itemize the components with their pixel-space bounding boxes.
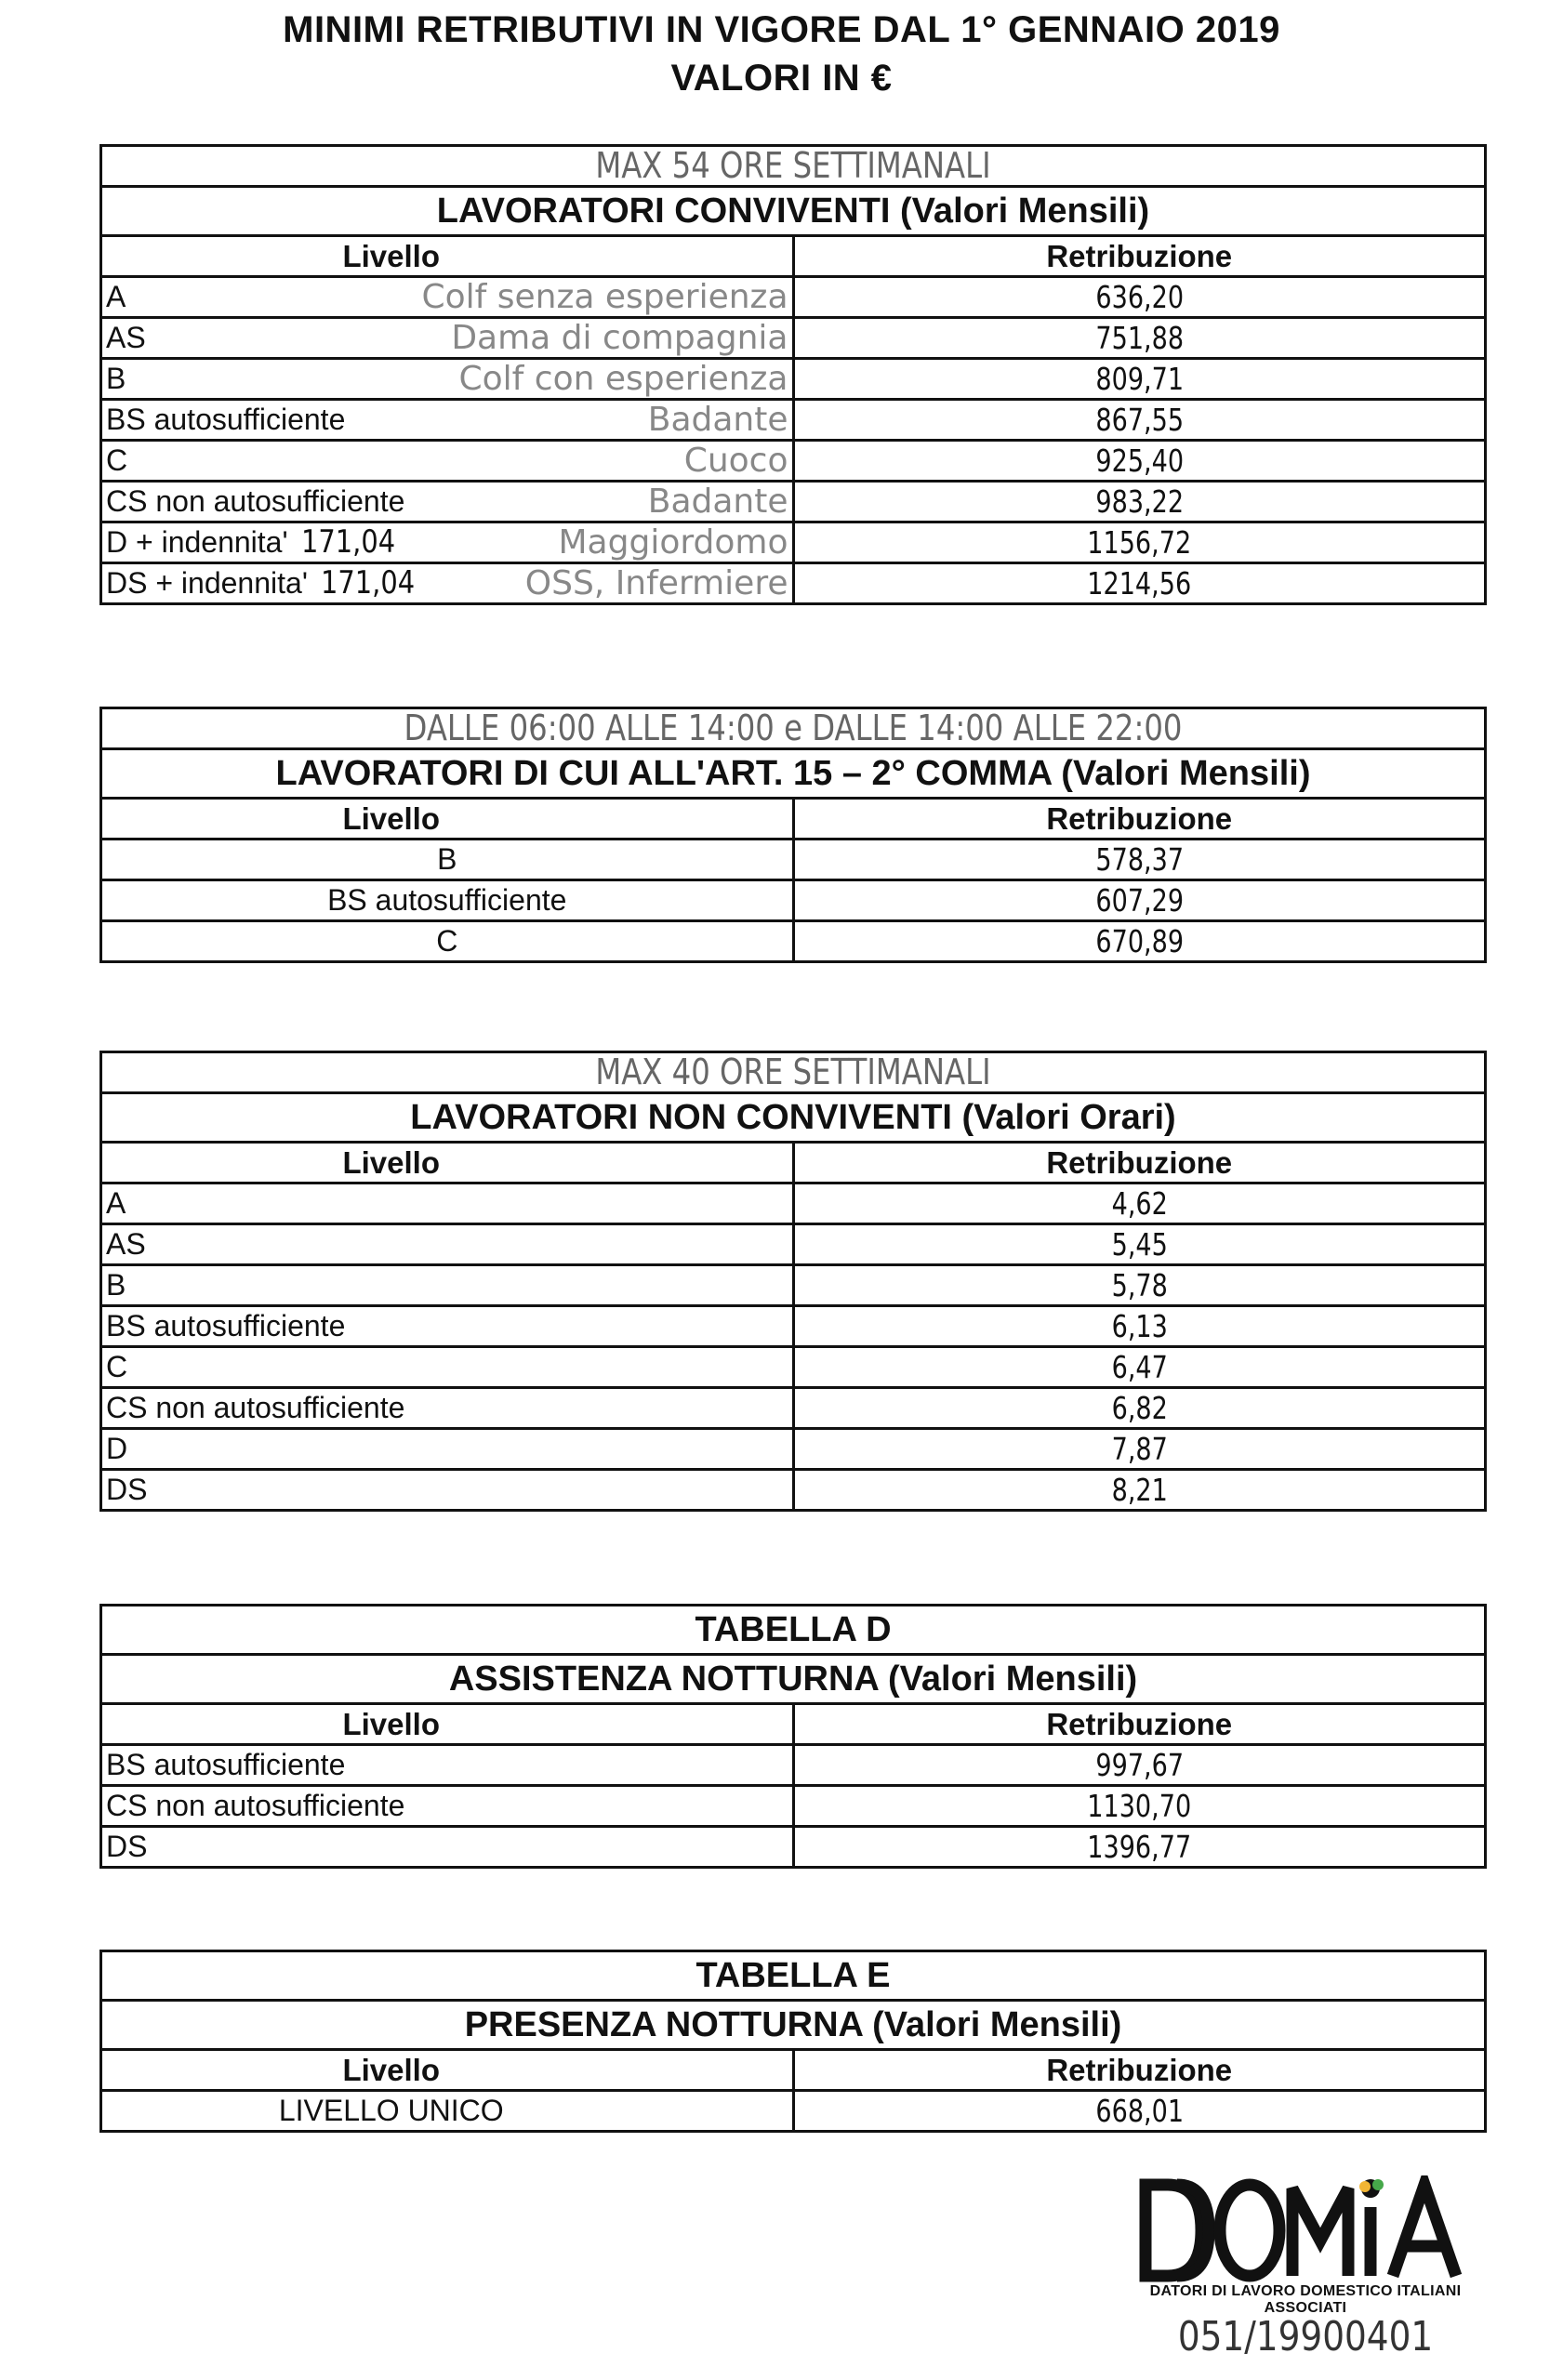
table-row [101, 1470, 1486, 1511]
pay-value: 5,78 [1111, 1267, 1168, 1303]
level-label: BS autosufficiente [106, 403, 346, 436]
pay-value: 1396,77 [1087, 1829, 1192, 1865]
pay-value: 5,45 [1111, 1226, 1168, 1263]
indemnity-value: 171,04 [320, 564, 416, 602]
table-row [101, 880, 1486, 921]
level-label: DS + indennita' [106, 566, 308, 600]
pay-value: 668,01 [1094, 2093, 1184, 2129]
level-label: C [106, 443, 128, 477]
level-label: B [437, 842, 457, 876]
table-row [101, 1786, 1486, 1827]
role-label: Colf con esperienza [458, 360, 788, 398]
column-header-retribuzione: Retribuzione [793, 1704, 1486, 1745]
table-subtitle: TABELLA E [101, 1951, 1486, 2001]
table-lavoratori-non-conviventi [99, 1051, 1487, 1512]
column-header-livello: Livello [101, 1143, 794, 1183]
level-label: BS autosufficiente [106, 1309, 346, 1342]
pay-value: 997,67 [1094, 1747, 1184, 1783]
table-subtitle: TABELLA D [101, 1606, 1486, 1655]
level-label: D + indennita' [106, 525, 288, 559]
pay-value: 6,82 [1111, 1390, 1168, 1426]
phone-number: 051/19900401 [1177, 2313, 1434, 2360]
table-heading: LAVORATORI NON CONVIVENTI (Valori Orari) [101, 1093, 1486, 1143]
indemnity-value: 171,04 [300, 523, 395, 561]
role-label: Dama di compagnia [451, 319, 788, 357]
table-heading: LAVORATORI CONVIVENTI (Valori Mensili) [101, 187, 1486, 236]
level-label: BS autosufficiente [106, 1748, 346, 1781]
level-label: BS autosufficiente [327, 883, 567, 917]
pay-value: 1130,70 [1087, 1788, 1192, 1824]
table-row [101, 1347, 1486, 1388]
column-header-livello: Livello [101, 236, 794, 277]
table-subtitle: DALLE 06:00 ALLE 14:00 e DALLE 14:00 ALLE 22:00 [101, 708, 1486, 749]
table-heading: ASSISTENZA NOTTURNA (Valori Mensili) [101, 1655, 1486, 1704]
table-tabella-d [99, 1604, 1487, 1869]
level-label: B [106, 362, 126, 395]
column-header-livello: Livello [101, 799, 794, 840]
pay-value: 636,20 [1094, 279, 1184, 315]
table-row [101, 1183, 1486, 1224]
role-label: Badante [647, 401, 788, 439]
level-label: A [106, 280, 126, 313]
pay-value: 983,22 [1094, 483, 1184, 520]
level-label: C [106, 1350, 128, 1383]
pay-value: 7,87 [1111, 1431, 1168, 1467]
table-row [101, 563, 1486, 604]
table-subtitle: MAX 54 ORE SETTIMANALI [101, 146, 1486, 187]
level-label: DS [106, 1473, 148, 1506]
column-header-livello: Livello [101, 1704, 794, 1745]
pay-value: 607,29 [1094, 882, 1184, 919]
page-title: MINIMI RETRIBUTIVI IN VIGORE DAL 1° GENNAIO 2019 [283, 9, 1280, 50]
pay-value: 925,40 [1094, 443, 1184, 479]
table-row [101, 1429, 1486, 1470]
table-heading: PRESENZA NOTTURNA (Valori Mensili) [101, 2001, 1486, 2050]
level-label: CS non autosufficiente [106, 484, 405, 518]
level-label: AS [106, 321, 146, 354]
level-label: DS [106, 1830, 148, 1863]
table-row [101, 921, 1486, 962]
column-header-retribuzione: Retribuzione [793, 1143, 1486, 1183]
pay-value: 809,71 [1094, 361, 1184, 397]
domina-logo [1136, 2175, 1471, 2285]
table-row [101, 522, 1486, 563]
level-label: A [106, 1186, 126, 1220]
role-label: Cuoco [683, 442, 788, 480]
page-subtitle: VALORI IN € [670, 58, 893, 99]
pay-value: 751,88 [1094, 320, 1184, 356]
level-label: LIVELLO UNICO [278, 2094, 504, 2127]
pay-value: 6,13 [1111, 1308, 1168, 1344]
column-header-retribuzione: Retribuzione [793, 2050, 1486, 2091]
table-row [101, 400, 1486, 441]
role-label: Maggiordomo [558, 523, 788, 562]
column-header-retribuzione: Retribuzione [793, 236, 1486, 277]
table-row [101, 840, 1486, 880]
table-row [101, 1265, 1486, 1306]
level-label: B [106, 1268, 126, 1302]
pay-value: 6,47 [1111, 1349, 1168, 1385]
logo-tagline: DATORI DI LAVORO DOMESTICO ITALIANI ASSOCIATI [1149, 2283, 1462, 2316]
table-row [101, 1745, 1486, 1786]
table-row [101, 441, 1486, 482]
table-heading: LAVORATORI DI CUI ALL'ART. 15 – 2° COMMA (Valori Mensili) [101, 749, 1486, 799]
level-label: C [436, 924, 458, 958]
level-label: D [106, 1432, 128, 1465]
level-label: AS [106, 1227, 146, 1261]
table-lavoratori-art15 [99, 707, 1487, 963]
table-row [101, 1388, 1486, 1429]
table-row [101, 318, 1486, 359]
table-tabella-e [99, 1950, 1487, 2133]
pay-value: 867,55 [1094, 402, 1184, 438]
column-header-livello: Livello [101, 2050, 794, 2091]
level-label: CS non autosufficiente [106, 1391, 405, 1424]
pay-value: 1156,72 [1087, 524, 1192, 561]
table-row [101, 2091, 1486, 2132]
table-row [101, 482, 1486, 522]
table-row [101, 1224, 1486, 1265]
table-row [101, 359, 1486, 400]
table-row [101, 1827, 1486, 1868]
role-label: OSS, Infermiere [524, 564, 788, 602]
role-label: Badante [647, 483, 788, 521]
table-row [101, 277, 1486, 318]
pay-value: 1214,56 [1087, 565, 1192, 602]
pay-value: 670,89 [1094, 923, 1184, 959]
role-label: Colf senza esperienza [421, 278, 788, 316]
table-row [101, 1306, 1486, 1347]
table-subtitle: MAX 40 ORE SETTIMANALI [101, 1052, 1486, 1093]
pay-value: 578,37 [1094, 841, 1184, 878]
pay-value: 4,62 [1111, 1185, 1168, 1222]
column-header-retribuzione: Retribuzione [793, 799, 1486, 840]
table-lavoratori-conviventi [99, 144, 1487, 605]
level-label: CS non autosufficiente [106, 1789, 405, 1822]
pay-value: 8,21 [1111, 1472, 1168, 1508]
